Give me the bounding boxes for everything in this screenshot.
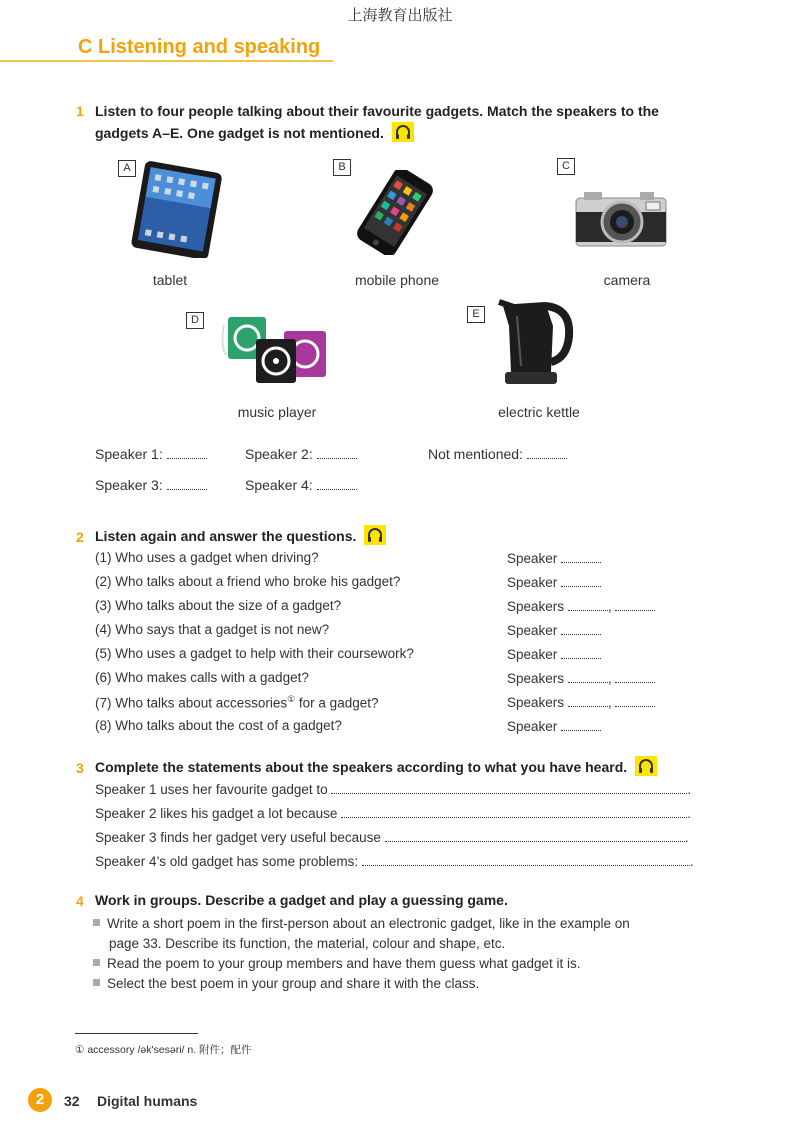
answer-not-mentioned-label: Not mentioned:	[428, 446, 523, 462]
question-3-title-wrap	[95, 756, 657, 778]
question-1-number: 1	[76, 103, 84, 119]
unit-badge: 2	[28, 1088, 52, 1112]
page-number: 32	[64, 1093, 80, 1109]
answer-blank[interactable]	[561, 646, 601, 659]
gadget-a-letter: A	[118, 160, 136, 177]
answer-blank[interactable]	[568, 694, 608, 707]
section-underline	[0, 60, 333, 62]
headphones-icon[interactable]	[364, 525, 386, 545]
section-title: C Listening and speaking	[78, 36, 321, 58]
answer-speaker-2	[245, 446, 357, 462]
question-2-7	[95, 694, 379, 711]
statement-1-text: Speaker 1 uses her favourite gadget to	[95, 782, 328, 797]
answer-label: Speaker	[507, 551, 558, 566]
answer-blank[interactable]	[362, 853, 690, 866]
question-2-2-answer	[507, 574, 601, 590]
answer-speaker-1	[95, 446, 207, 462]
answer-speaker-3	[95, 477, 207, 493]
answer-blank[interactable]	[341, 805, 687, 818]
answer-blank[interactable]	[561, 574, 601, 587]
answer-blank[interactable]	[527, 446, 567, 459]
mobile-phone-image	[345, 170, 445, 255]
answer-blank[interactable]	[317, 477, 357, 490]
answer-label: Speakers	[507, 695, 565, 710]
statement-3-text: Speaker 3 finds her gadget very useful because	[95, 830, 381, 845]
question-2-8: (8) Who talks about the cost of a gadget?	[95, 718, 342, 733]
bullet-1-continued: page 33. Describe its function, the material, colour and shape, etc.	[109, 936, 506, 951]
answer-speaker-1-label: Speaker 1:	[95, 446, 163, 462]
bullet-square-icon	[93, 979, 100, 986]
bullet-1	[93, 916, 630, 931]
footnote-marker: ①	[287, 694, 296, 704]
camera-image	[574, 188, 668, 248]
answer-speaker-4-label: Speaker 4:	[245, 477, 313, 493]
bullet-square-icon	[93, 919, 100, 926]
question-2-7-text: (7) Who talks about accessories	[95, 695, 288, 711]
question-2-7-text-after: for a gadget?	[295, 695, 379, 711]
answer-label: Speaker	[507, 623, 558, 638]
answer-blank[interactable]	[167, 477, 207, 490]
question-1-line2-wrap	[95, 122, 414, 144]
gadget-d-caption: music player	[237, 404, 317, 420]
answer-blank[interactable]	[615, 694, 655, 707]
statement-3: Speaker 3 finds her gadget very useful because .	[95, 830, 689, 845]
publisher-name: 上海教育出版社	[347, 6, 453, 24]
answer-blank[interactable]	[167, 446, 207, 459]
bullet-1-text: Write a short poem in the first-person about an electronic gadget, like in the example on	[107, 916, 630, 931]
answer-blank[interactable]	[568, 598, 608, 611]
headphones-icon[interactable]	[392, 122, 414, 142]
statement-4-text: Speaker 4’s old gadget has some problems:	[95, 854, 359, 869]
gadget-d-letter: D	[186, 312, 204, 329]
statement-2-text: Speaker 2 likes his gadget a lot because	[95, 806, 338, 821]
answer-blank[interactable]	[615, 670, 655, 683]
electric-kettle-image	[495, 296, 575, 391]
question-4-number: 4	[76, 893, 84, 909]
answer-label: Speakers	[507, 671, 565, 686]
headphones-icon[interactable]	[635, 756, 657, 776]
footnote-divider	[75, 1033, 198, 1034]
answer-blank[interactable]	[561, 550, 601, 563]
question-2-6: (6) Who makes calls with a gadget?	[95, 670, 309, 685]
question-2-8-answer	[507, 718, 601, 734]
question-2-number: 2	[76, 529, 84, 545]
question-2-4-answer	[507, 622, 601, 638]
question-1-line1: Listen to four people talking about their favourite gadgets. Match the speakers to the	[95, 103, 659, 119]
question-2-1: (1) Who uses a gadget when driving?	[95, 550, 319, 565]
bullet-3-text: Select the best poem in your group and share it with the class.	[107, 976, 480, 991]
gadget-b-letter: B	[333, 159, 351, 176]
answer-blank[interactable]	[331, 781, 687, 794]
question-2-6-answer: Speakers ,	[507, 670, 655, 686]
question-2-1-answer	[507, 550, 601, 566]
answer-blank[interactable]	[568, 670, 608, 683]
answer-not-mentioned	[428, 446, 567, 462]
gadget-e-caption: electric kettle	[498, 404, 580, 420]
question-3-title: Complete the statements about the speakers according to what you have heard.	[95, 759, 628, 775]
music-player-image	[220, 305, 332, 387]
question-2-3: (3) Who talks about the size of a gadget?	[95, 598, 342, 613]
answer-label: Speaker	[507, 719, 558, 734]
answer-label: Speaker	[507, 647, 558, 662]
statement-1: Speaker 1 uses her favourite gadget to .	[95, 782, 692, 797]
answer-blank[interactable]	[615, 598, 655, 611]
gadget-c-caption: camera	[603, 272, 651, 288]
question-2-7-answer: Speakers ,	[507, 694, 655, 710]
answer-label: Speakers	[507, 599, 565, 614]
gadget-e-letter: E	[467, 306, 485, 323]
question-2-4: (4) Who says that a gadget is not new?	[95, 622, 330, 637]
question-2-5-answer	[507, 646, 601, 662]
bullet-2-text: Read the poem to your group members and have them guess what gadget it is.	[107, 956, 581, 971]
question-2-title: Listen again and answer the questions.	[95, 528, 357, 544]
answer-speaker-4	[245, 477, 357, 493]
unit-title: Digital humans	[97, 1093, 198, 1109]
bullet-2	[93, 956, 581, 971]
gadget-b-caption: mobile phone	[354, 272, 440, 288]
bullet-square-icon	[93, 959, 100, 966]
tablet-image	[120, 158, 230, 258]
answer-blank[interactable]	[385, 829, 685, 842]
statement-2: Speaker 2 likes his gadget a lot because .	[95, 806, 691, 821]
question-3-number: 3	[76, 760, 84, 776]
gadget-a-caption: tablet	[152, 272, 188, 288]
bullet-3	[93, 976, 479, 991]
statement-4: Speaker 4’s old gadget has some problems: .	[95, 854, 694, 869]
answer-label: Speaker	[507, 575, 558, 590]
question-2-3-answer: Speakers ,	[507, 598, 655, 614]
question-2-2: (2) Who talks about a friend who broke his gadget?	[95, 574, 401, 589]
footnote: ① accessory /ək'sesəri/ n. 附件；配件	[75, 1044, 252, 1056]
gadget-c-letter: C	[557, 158, 575, 175]
answer-speaker-3-label: Speaker 3:	[95, 477, 163, 493]
answer-blank[interactable]	[561, 718, 601, 731]
question-1-line2: gadgets A–E. One gadget is not mentioned.	[95, 125, 384, 141]
question-2-title-wrap	[95, 525, 386, 547]
answer-blank[interactable]	[561, 622, 601, 635]
question-4-title: Work in groups. Describe a gadget and play a guessing game.	[95, 892, 508, 908]
answer-speaker-2-label: Speaker 2:	[245, 446, 313, 462]
question-2-5: (5) Who uses a gadget to help with their coursework?	[95, 646, 414, 661]
answer-blank[interactable]	[317, 446, 357, 459]
